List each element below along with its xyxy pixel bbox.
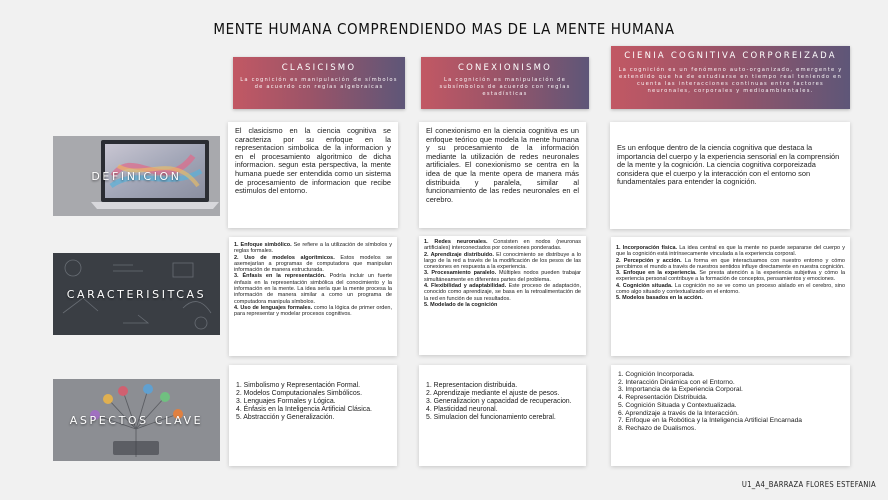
column-subtitle: La cognición es manipulación de símbolos de acuerdo con reglas algebraicas [240, 77, 398, 90]
author-footer: U1_A4_BARRAZA FLORES ESTEFANIA [741, 480, 876, 489]
list-item: 2. Aprendizaje mediante el ajuste de pesos. [426, 390, 560, 398]
list-item: 1. Redes neuronales. Consisten en nodos (neuronas artificiales) interconectados por conexiones ponderadas. [424, 239, 581, 252]
column-title: CONEXIONISMO [457, 63, 553, 73]
list-item: 3. Lenguajes Formales y Lógica. [236, 398, 336, 406]
column-title: CLASICISMO [281, 63, 357, 73]
list-item: 5. Modelos basados en la acción. [616, 295, 703, 302]
list-item: 5. Abstracción y Generalización. [236, 414, 335, 422]
list-item: 5. Cognición Situada y Contextualizada. [618, 401, 737, 409]
list-item: 4. Representación Distribuida. [618, 394, 708, 402]
row-label-caracteristicas [53, 253, 220, 335]
list-item: 4. Plasticidad neuronal. [426, 406, 498, 414]
list-item: 3. Importancia de la Experiencia Corporal. [618, 386, 743, 394]
cell-text: El clasicismo en la ciencia cognitiva se caracteriza por su enfoque en la representacion simbolica de la informacion y en el procesamiento algoritmico de dicha informacion. segun esta perspectiva, la mente humana puede ser entendida como un sistema de procesamiento de informacion que recibe estimulos del entorno. [235, 126, 391, 196]
list-item: 1. Simbolismo y Representación Formal. [236, 382, 361, 389]
cell-definicion-corporeizada [610, 122, 850, 229]
list-item: 4. Flexibilidad y adaptabilidad. Este proceso de adaptación, conocido como aprendizaje, se basa en la retroalimentación de la red en función de sus resultados. [424, 283, 581, 302]
list-item: 8. Rechazo de Dualismos. [618, 424, 697, 432]
cell-aspectos-conexionismo [419, 365, 586, 466]
list-item: 7. Enfoque en la Robótica y la Inteligencia Artificial Encarnada [618, 417, 803, 425]
row-label-text: ASPECTOS CLAVE [69, 413, 204, 427]
list-item: 4. Énfasis en la Inteligencia Artificial Clásica. [236, 406, 372, 414]
cell-caracteristicas-conexionismo [419, 236, 586, 355]
list-item: 1. Representacion distribuida. [426, 382, 518, 389]
row-label-text: DEFINICION [91, 169, 182, 183]
list-item: 1. Enfoque simbólico. Se refiere a la utilización de símbolos y reglas formales. [234, 242, 392, 255]
column-header-conexionismo [421, 57, 589, 109]
list-item: 2. Aprendizaje distribuido. El conocimiento se distribuye a lo largo de la red a través de la modificación de los pesos de las conexiones en respuesta a la experiencia. [424, 251, 581, 271]
list-item: 2. Percepción y acción. La forma en que interactuamos con nuestro entorno y cómo percibimos el mundo a través de nuestros sentidos influye directamente en nuestra cognición. [616, 257, 845, 270]
list-item: 5. Modelado de la cognición [424, 301, 498, 308]
list-item: 6. Aprendizaje a través de la Interacción. [618, 409, 739, 417]
column-title: CIENIA COGNITIVA CORPOREIZADA [624, 51, 837, 61]
list-item: 3. Énfasis en la representación. Podría incluir un fuerte énfasis en la representación simbólica del conocimiento y la información en la mente. La idea sería que la mente procesa la información de manera similar a como un programa de computadora manipula símbolos. [234, 273, 392, 305]
column-header-corporeizada [611, 46, 850, 109]
cell-text: Es un enfoque dentro de la ciencia cognitiva que destaca la importancia del cuerpo y la experiencia sensorial en la comprensión de la mente y la cognición. La ciencia cognitiva corporeizada considera que el cuerpo y la interacción con el entorno son fundamentales para entender la cognición. [617, 143, 840, 187]
list-item: 4. Cognición situada. La cognición no se ve como un proceso aislado en el cerebro, sino como algo situado y contextualizado en el entorno. [616, 282, 846, 296]
list-item: 1. Cognición Incorporada. [618, 371, 695, 378]
row-label-text: CARACTERISITCAS [66, 287, 207, 301]
cell-definicion-clasicismo [228, 122, 398, 228]
column-subtitle: La cognición es un fenómeno auto-organizado, emergente y extendido que ha de estudiarse en tiempo real teniendo en cuenta las interacciones continuas entre factores neuronales, corporales y medioambientales. [618, 67, 843, 94]
list-item: 2. Uso de modelos algorítmicos. Estos modelos se asemejarían a programas de computadora que manipulan información de manera estructurada. [234, 254, 393, 274]
cell-definicion-conexionismo [419, 122, 586, 228]
cell-caracteristicas-corporeizada [611, 237, 850, 356]
list-item: 1. Incorporación física. La idea central es que la mente no puede separarse del cuerpo y que la cognición está intrínsecamente vinculada a la experiencia corporal. [616, 245, 845, 258]
list-item: 2. Interacción Dinámica con el Entorno. [618, 378, 735, 386]
cell-text: El conexionismo en la ciencia cognitiva es un enfoque teórico que modela la mente humana y su procesamiento de la información mediante la utilización de redes neuronales artificiales. El conexionismo se centra en la idea de que la mente opera de manera más distribuida y paralela, similar al funcionamiento de las redes neuronales en el cerebro. [426, 126, 579, 204]
list-item: 3. Procesamiento paralelo. Múltiples nodos pueden trabajar simultáneamente en diferentes partes del problema. [424, 270, 581, 283]
cell-aspectos-clasicismo [229, 365, 397, 466]
row-label-aspectos [53, 379, 220, 461]
page-title: MENTE HUMANA COMPRENDIENDO MAS DE LA MENTE HUMANA [213, 20, 675, 38]
row-label-definicion [53, 136, 220, 216]
list-item: 4. Uso de lenguajes formales. como la lógica de primer orden, para representar y modelar procesos cognitivos. [234, 304, 392, 318]
column-header-clasicismo [233, 57, 405, 109]
cell-aspectos-corporeizada [611, 365, 850, 466]
column-subtitle: La cognición es manipulación de subsímbolos de acuerdo con reglas estadísticas [439, 77, 571, 97]
list-item: 3. Enfoque en la experiencia. Se presta atención a la experiencia subjetiva y cómo la experiencia personal contribuye a la formación de conceptos, pensamientos y emociones. [616, 270, 846, 283]
list-item: 5. Simulacion del funcionamiento cerebral. [426, 414, 556, 422]
list-item: 2. Modelos Computacionales Simbólicos. [236, 390, 363, 398]
list-item: 3. Generalizacion y capacidad de recuperacion. [426, 398, 572, 406]
cell-caracteristicas-clasicismo [229, 237, 397, 356]
